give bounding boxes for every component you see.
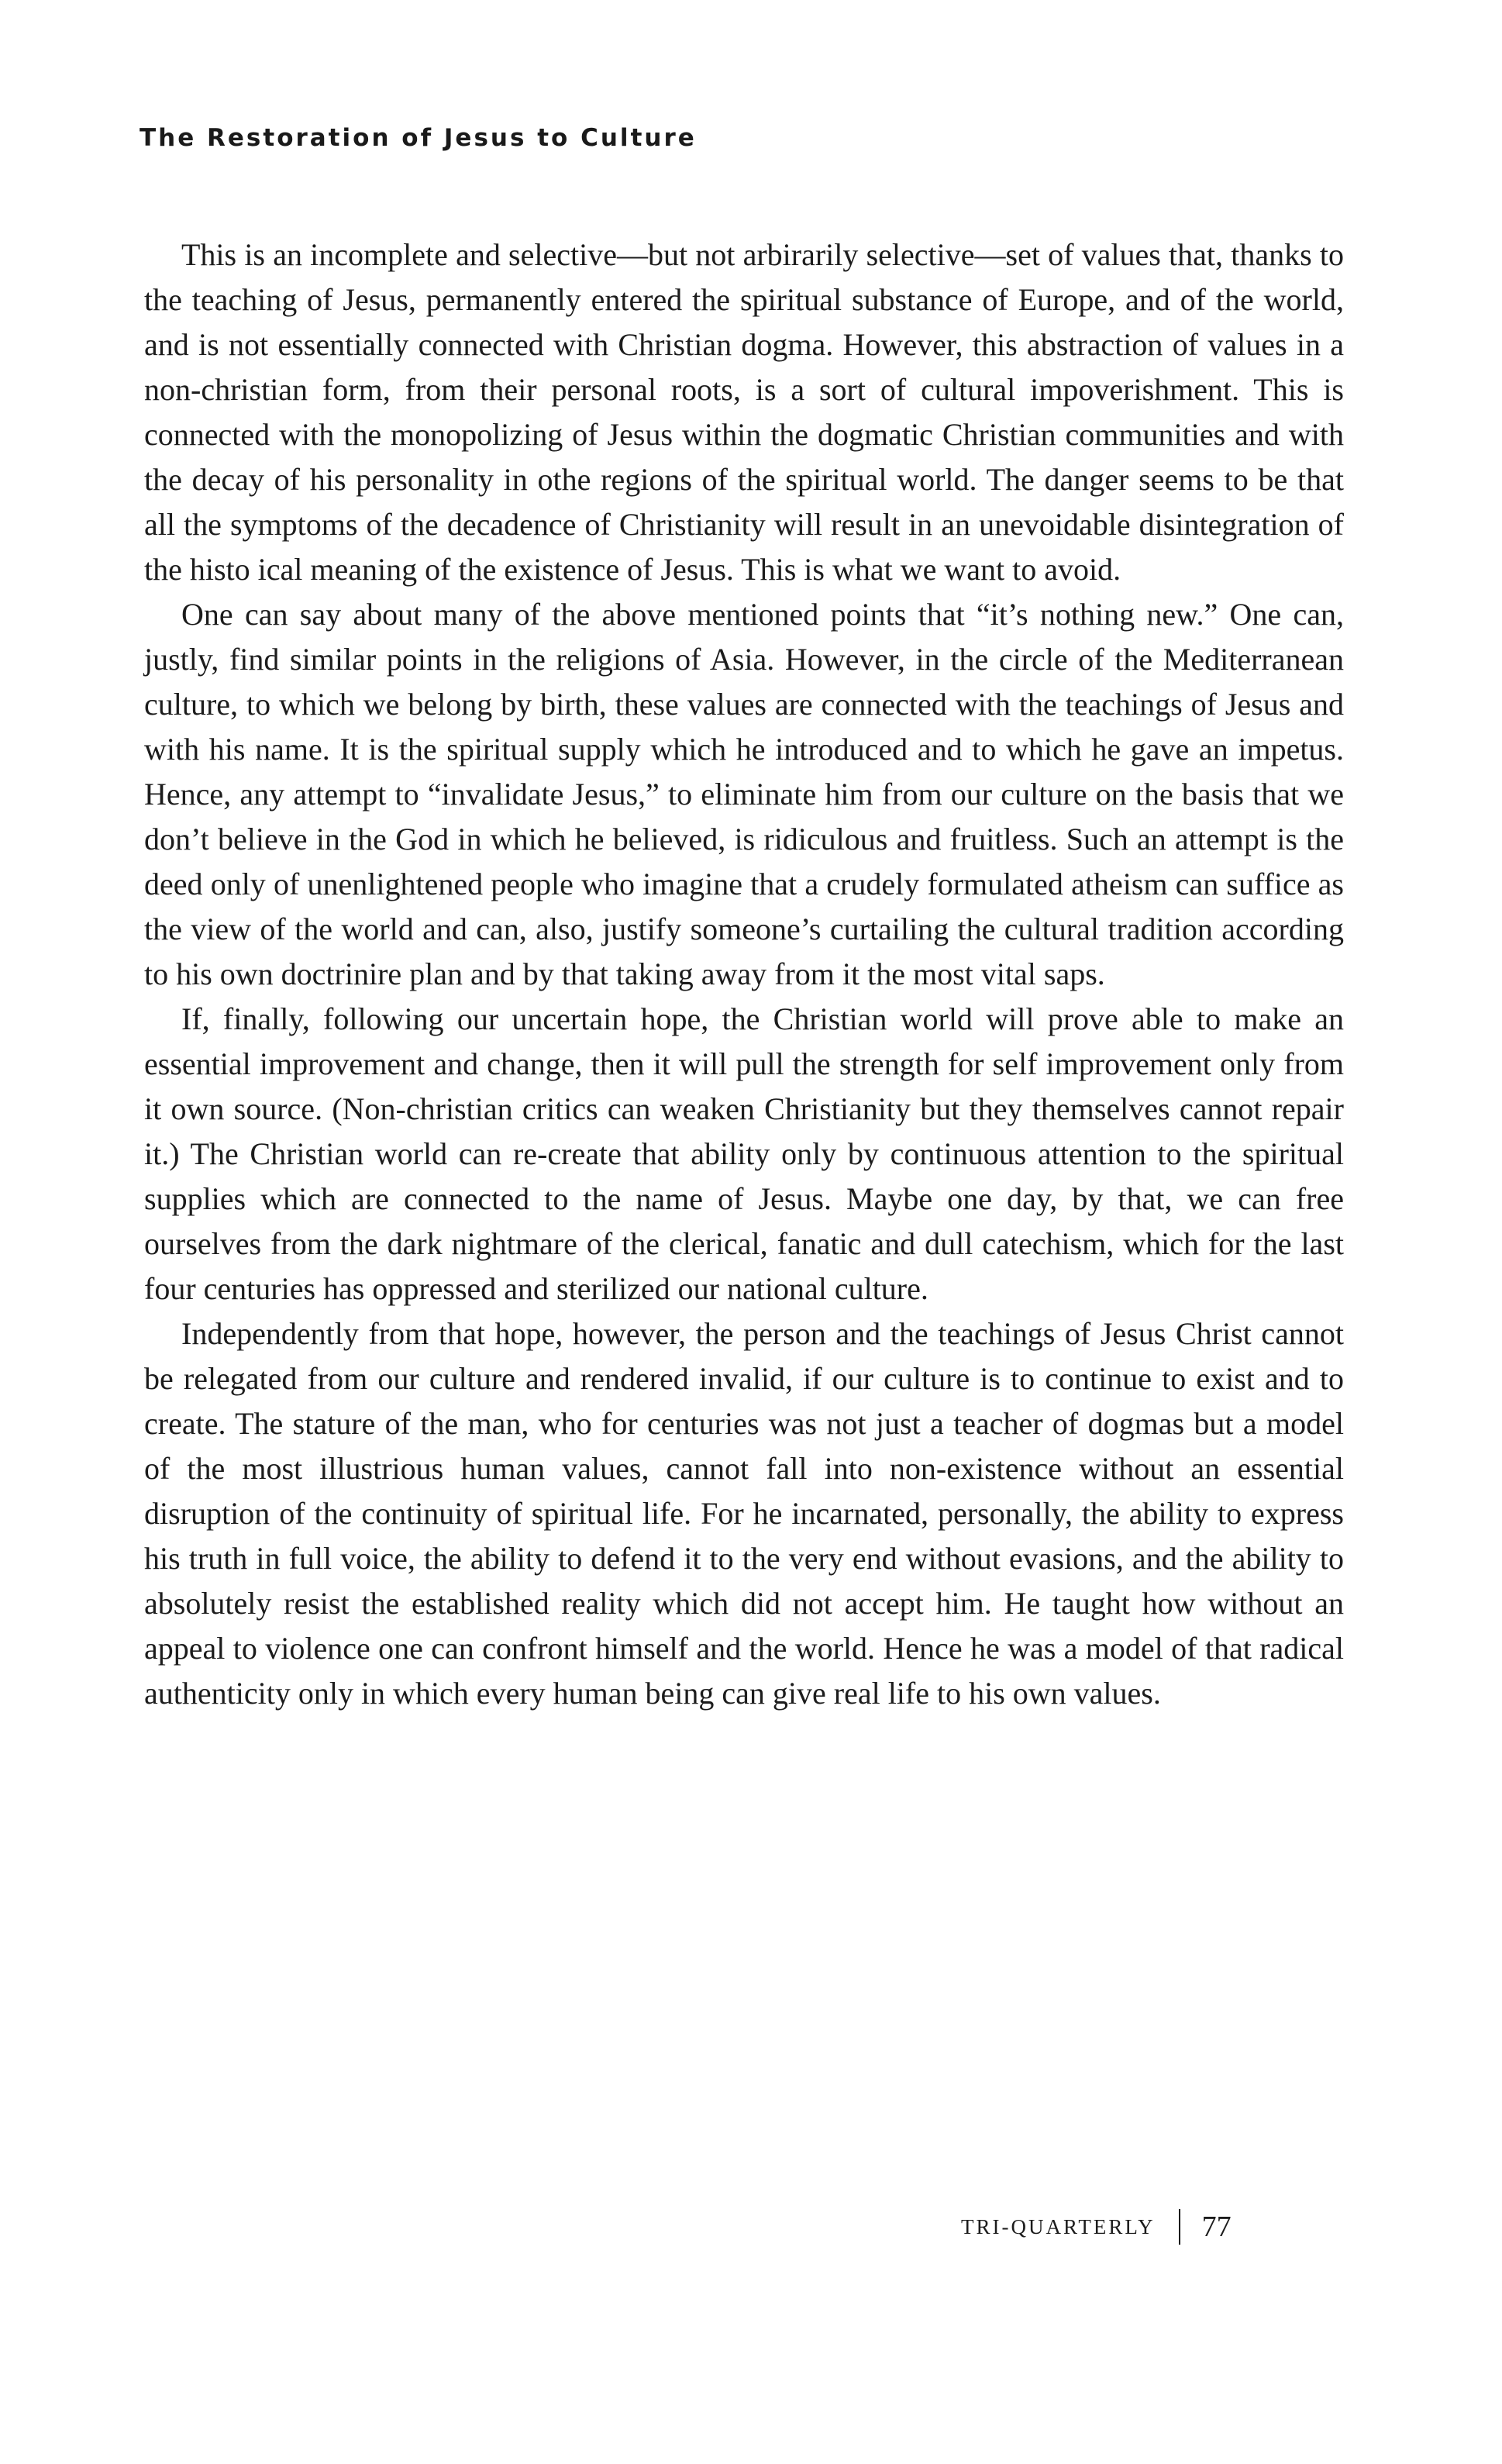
article-body [144,233,1344,1716]
footer-divider [1179,2209,1180,2245]
paragraph: One can say about many of the above mentioned points that “it’s nothing new.” One can, justly, find similar points in the religions of Asia. However, in the circle of the Mediterranean culture, to which we belong by birth, these values are connected with the teachings of Jesus and with his name. It is the spiritual supply which he introduced and to which he gave an impetus. Hence, any attempt to “invalidate Jesus,” to eliminate him from our culture on the basis that we don’t believe in the God in which he believed, is ridiculous and fruitless. Such an attempt is the deed only of unenlightened people who imagine that a crudely formulated atheism can suffice as the view of the world and can, also, justify someone’s curtailing the cultural tradition according to his own doctrinire plan and by that taking away from it the most vital saps. [144,597,1344,991]
running-head: The Restoration of Jesus to Culture [140,124,697,152]
page-footer [961,2209,1232,2245]
paragraph: This is an incomplete and selective—but not arbirarily selective—set of values that, thanks to the teaching of Jesus, permanently entered the spiritual substance of Europe, and of the world, and is not essentially connected with Christian dogma. However, this abstraction of values in a non-christian form, from their personal roots, is a sort of cultural impoverishment. This is connected with the monopolizing of Jesus within the dogmatic Christian communities and with the decay of his personality in othe regions of the spiritual world. The danger seems to be that all the symptoms of the decadence of Christianity will result in an unevoidable disintegration of the histo ical meaning of the existence of Jesus. This is what we want to avoid. [144,237,1344,587]
paragraph: If, finally, following our uncertain hope, the Christian world will prove able to make an essential improvement and change, then it will pull the strength for self improvement only from it own source. (Non-christian critics can weaken Christianity but they themselves cannot repair it.) The Christian world can re-create that ability only by continuous attention to the spiritual supplies which are connected to the name of Jesus. Maybe one day, by that, we can free ourselves from the dark nightmare of the clerical, fanatic and dull catechism, which for the last four centuries has oppressed and sterilized our national culture. [144,1001,1344,1306]
journal-name: TRI-QUARTERLY [961,2214,1156,2238]
page-number: 77 [1201,2211,1232,2243]
paragraph: Independently from that hope, however, the person and the teachings of Jesus Christ cannot be relegated from our culture and rendered invalid, if our culture is to continue to exist and to create. The stature of the man, who for centuries was not just a teacher of dogmas but a model of the most illustrious human values, cannot fall into non-existence without an essential disruption of the continuity of spiritual life. For he incarnated, personally, the ability to express his truth in full voice, the ability to defend it to the very end without evasions, and the ability to absolutely resist the established reality which did not accept him. He taught how without an appeal to violence one can confront himself and the world. Hence he was a model of that radical authenticity only in which every human being can give real life to his own values. [144,1316,1344,1711]
